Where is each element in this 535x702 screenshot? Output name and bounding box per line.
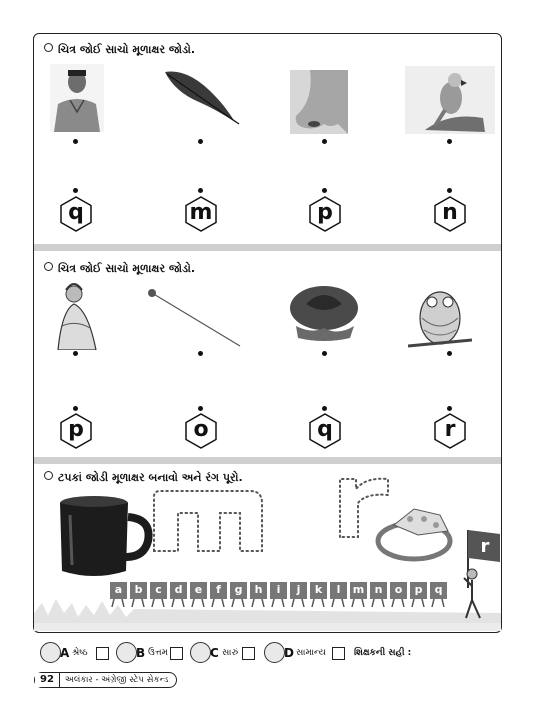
letter-label: q	[68, 200, 84, 225]
match-dot[interactable]	[198, 406, 203, 411]
match-dot[interactable]	[447, 351, 452, 356]
match-section-2	[34, 252, 501, 457]
section-divider	[34, 244, 501, 251]
section-1-instruction: ચિત્ર જોઈ સાચો મૂળાક્ષર જોડો.	[44, 43, 195, 57]
alphabet-card: f	[210, 582, 227, 599]
grade-d-checkbox[interactable]	[332, 647, 345, 660]
grade-c-checkbox[interactable]	[242, 647, 255, 660]
page-footer	[34, 672, 177, 688]
rating-strip	[34, 640, 501, 668]
bullet-icon	[44, 471, 53, 480]
match-dot[interactable]	[73, 351, 78, 356]
letter-hexagon-p[interactable]	[309, 196, 341, 232]
smiley-icon	[116, 642, 137, 663]
section-3-instruction: ટપકાં જોડી મૂળાક્ષર બનાવો અને રંગ પૂરો.	[44, 471, 243, 485]
match-dot[interactable]	[447, 139, 452, 144]
letter-hexagon-n[interactable]	[434, 196, 466, 232]
alphabet-card: e	[190, 582, 207, 599]
match-dot[interactable]	[322, 406, 327, 411]
match-dot[interactable]	[322, 188, 327, 193]
letter-label: o	[193, 417, 209, 442]
rose-picture[interactable]	[284, 282, 364, 344]
match-dot[interactable]	[447, 188, 452, 193]
alphabet-card: c	[150, 582, 167, 599]
alphabet-card: h	[250, 582, 267, 599]
letter-label: q	[317, 417, 333, 442]
match-dot[interactable]	[322, 139, 327, 144]
pin-picture[interactable]	[146, 288, 246, 348]
alphabet-card: m	[350, 582, 367, 599]
grade-c: C	[210, 646, 219, 660]
match-dot[interactable]	[73, 406, 78, 411]
flag-letter: r	[480, 536, 490, 557]
alphabet-card: q	[430, 582, 447, 599]
nose-picture[interactable]	[290, 70, 348, 134]
match-dot[interactable]	[447, 406, 452, 411]
alphabet-card: k	[310, 582, 327, 599]
bullet-icon	[44, 43, 53, 52]
section-divider	[34, 457, 501, 464]
ring-picture[interactable]	[374, 501, 464, 565]
match-dot[interactable]	[73, 188, 78, 193]
letter-hexagon-o[interactable]	[185, 413, 217, 449]
smiley-icon	[264, 642, 285, 663]
alphabet-card: l	[330, 582, 347, 599]
alphabet-card: j	[290, 582, 307, 599]
grade-d-label: સામાન્ય	[296, 648, 326, 658]
grade-a: A	[60, 646, 70, 660]
match-dot[interactable]	[198, 188, 203, 193]
grade-a-label: શ્રેષ્ઠ	[72, 648, 88, 658]
grade-b-checkbox[interactable]	[170, 647, 183, 660]
letter-hexagon-m[interactable]	[185, 196, 217, 232]
letter-hexagon-q[interactable]	[309, 413, 341, 449]
letter-hexagon-r[interactable]	[434, 413, 466, 449]
letter-hexagon-q[interactable]	[60, 196, 92, 232]
grade-b-label: ઉત્તમ	[148, 648, 169, 658]
alphabet-card: d	[170, 582, 187, 599]
letter-label: r	[444, 417, 456, 442]
section-2-instruction: ચિત્ર જોઈ સાચો મૂળાક્ષર જોડો.	[44, 262, 195, 276]
alphabet-card: g	[230, 582, 247, 599]
letter-label: n	[442, 200, 458, 225]
smiley-icon	[40, 642, 61, 663]
grade-d: D	[284, 646, 294, 660]
boy-picture[interactable]	[50, 64, 104, 132]
grade-b: B	[136, 646, 146, 660]
match-dot[interactable]	[322, 351, 327, 356]
letter-label: p	[68, 417, 84, 442]
page-number: 92	[35, 673, 60, 687]
princess-picture[interactable]	[48, 280, 106, 350]
match-dot[interactable]	[198, 139, 203, 144]
smiley-icon	[190, 642, 211, 663]
grade-a-checkbox[interactable]	[96, 647, 109, 660]
dotted-letter-m[interactable]	[150, 487, 270, 557]
owl-picture[interactable]	[408, 278, 472, 352]
alphabet-card: n	[370, 582, 387, 599]
teacher-signature-label: શિક્ષકની સહી :	[354, 648, 412, 658]
alphabet-card: i	[270, 582, 287, 599]
marching-legs	[110, 599, 450, 607]
book-title: અલંકાર - અંગ્રેજી સ્ટેપ સેકન્ડ	[64, 675, 169, 685]
grade-c-label: સારું	[222, 648, 239, 658]
mug-picture[interactable]	[54, 495, 154, 579]
alphabet-card: o	[390, 582, 407, 599]
alphabet-card: p	[410, 582, 427, 599]
bullet-icon	[44, 262, 53, 271]
letter-label: m	[189, 200, 213, 225]
match-dot[interactable]	[73, 139, 78, 144]
match-section-1	[34, 34, 501, 244]
match-dot[interactable]	[198, 351, 203, 356]
alphabet-card: a	[110, 582, 127, 599]
alphabet-card: b	[130, 582, 147, 599]
parrot-picture[interactable]	[405, 66, 495, 134]
feather-picture[interactable]	[159, 66, 241, 126]
letter-hexagon-p[interactable]	[60, 413, 92, 449]
letter-label: p	[317, 200, 333, 225]
